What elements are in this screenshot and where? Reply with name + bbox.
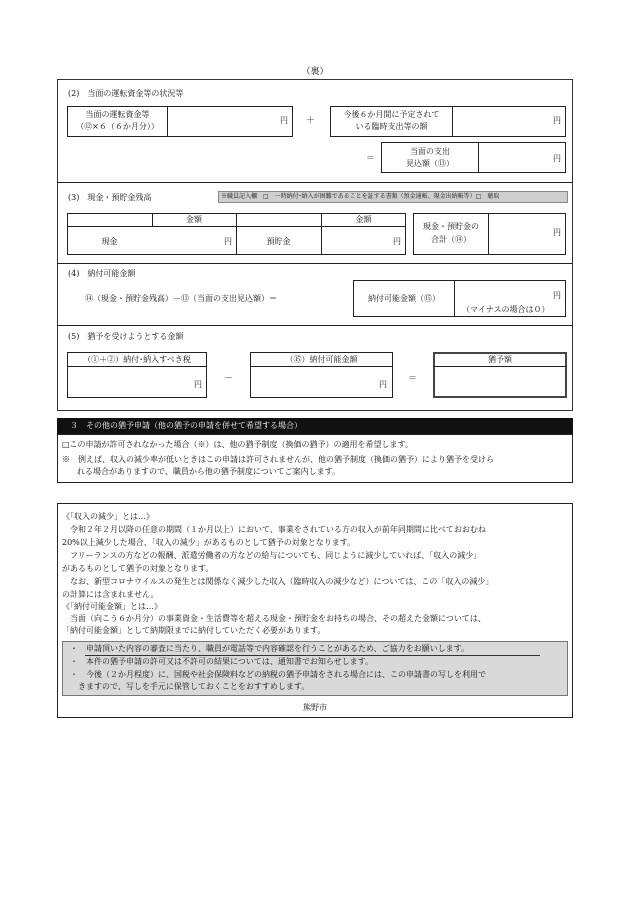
tax-due-header: （①＋②）納付･納入すべき税 bbox=[83, 355, 191, 364]
payable-formula: ⑭（現金・預貯金残高）－⑬（当面の支出見込額）＝ bbox=[85, 294, 277, 303]
yen-unit: 円 bbox=[224, 237, 232, 246]
section-4-title: (4) 納付可能金額 bbox=[68, 269, 136, 278]
note-line: 令和２年２月以降の任意の期間（１か月以上）において、事業をされている方の収入が前年同期間に比べておおむね bbox=[62, 525, 486, 534]
plus-sign: ＋ bbox=[306, 116, 316, 126]
yen-unit: 円 bbox=[393, 237, 401, 246]
other-grace-header: ３ その他の猶予申請（他の猶予の申請を併せて希望する場合） bbox=[70, 421, 302, 430]
payable-amount-input[interactable] bbox=[250, 366, 393, 398]
working-capital-formula: （⑫×６（６か月分）） bbox=[76, 122, 159, 131]
note-line: 《「収入の減少」とは…》 bbox=[62, 512, 154, 521]
note-line: フリーランスの方などの報酬、派遣労働者の方などの給与についても、同じように減少していれば、「収入の減少」 bbox=[62, 551, 482, 560]
yen-unit: 円 bbox=[280, 116, 288, 125]
grace-amount-header: 猶予額 bbox=[488, 355, 512, 364]
minus-sign: － bbox=[224, 374, 234, 384]
yen-unit: 円 bbox=[553, 228, 561, 237]
section-2-title: (2) 当面の運転資金等の状況等 bbox=[68, 89, 184, 98]
other-grace-note-2: れる場合がありますので、職員から他の猶予制度についてご案内します。 bbox=[77, 467, 341, 476]
expense-estimate-label-2: 見込額（⑬） bbox=[406, 159, 454, 168]
note-line: があるものとして猶予の対象となります。 bbox=[62, 564, 214, 573]
payable-label: 納付可能金額（⑮） bbox=[368, 294, 440, 303]
payable-amount-header: （⑮）納付可能金額 bbox=[285, 355, 358, 364]
planned-expense-label-2: いる臨時支出等の額 bbox=[355, 122, 428, 131]
other-grace-note: ※ 例えば、収入の減少率が低いときはこの申請は許可されませんが、他の猶予制度（換価の猶予）により猶予を受けら bbox=[62, 455, 494, 464]
divider bbox=[57, 263, 573, 264]
notice-bullet: ・ 申請頂いた内容の審査に当たり、職員が電話等で内容確認を行うことがあるため、ご協力をお願いします。 bbox=[70, 644, 470, 653]
divider bbox=[57, 325, 573, 326]
table-rule bbox=[236, 213, 237, 255]
total-label: 現金・預貯金の bbox=[423, 222, 479, 231]
cash-label: 現金 bbox=[101, 237, 118, 246]
divider bbox=[57, 182, 573, 183]
equals-sign: ＝ bbox=[408, 374, 418, 384]
equals-sign: ＝ bbox=[366, 154, 376, 164]
deposit-label: 預貯金 bbox=[266, 237, 291, 246]
grace-amount-field[interactable] bbox=[435, 367, 565, 396]
planned-expense-field[interactable] bbox=[452, 106, 566, 137]
amount-header: 金額 bbox=[355, 215, 372, 224]
note-line: なお、新型コロナウイルスの発生とは関係なく減少した収入（臨時収入の減少など）については、この「収入の減少」 bbox=[62, 577, 494, 586]
note-line: 《「納付可能金額」とは…》 bbox=[62, 602, 162, 611]
notice-bullet: ・ 本件の猶予申請の許可又は不許可の結果については、通知書でお知らせします。 bbox=[70, 657, 373, 666]
tax-due-field[interactable] bbox=[67, 366, 207, 398]
yen-unit: 円 bbox=[553, 154, 561, 163]
total-label-box bbox=[413, 213, 489, 255]
planned-expense-label: 今後６か月間に予定されて bbox=[343, 110, 440, 119]
notice-bullet: きますので、写しを手元に保管しておくことをおすすめします。 bbox=[70, 682, 310, 691]
expense-estimate-label: 当面の支出 bbox=[410, 147, 450, 156]
working-capital-label: 当面の運転資金等 bbox=[85, 110, 150, 119]
page-label: （裏） bbox=[301, 67, 329, 77]
total-label-2: 合計（⑭） bbox=[431, 235, 471, 244]
note-line: の計算には含まれません。 bbox=[62, 590, 159, 599]
notice-underline bbox=[85, 655, 540, 656]
note-line: 当面（向こう６か月分）の事業資金・生活費等を超える現金・預貯金をお持ちの場合、その超えた金額については、 bbox=[62, 614, 486, 623]
staff-note: ※職員記入欄 □ 一時納付･納入が困難であることを証する書類（預金通帳、現金出納帳等）□ 聴取 bbox=[221, 193, 500, 200]
yen-unit: 円 bbox=[553, 291, 561, 300]
section-3-title: (3) 現金・預貯金残高 bbox=[68, 193, 152, 202]
section-5-title: (5) 猶予を受けようとする金額 bbox=[68, 332, 184, 341]
yen-unit: 円 bbox=[379, 380, 387, 389]
other-grace-checkbox-text[interactable]: □この申請が許可されなかった場合（※）は、他の猶予制度（換価の猶予）の適用を希望します。 bbox=[62, 440, 413, 449]
note-line: 「納付可能金額」として納期限までに納付していただく必要があります。 bbox=[62, 626, 326, 635]
working-capital-field[interactable] bbox=[167, 106, 293, 137]
yen-unit: 円 bbox=[194, 380, 202, 389]
notice-bullet: ・ 今後（２か月程度）に、国税や社会保険料などの納税の猶予申請をされる場合には、この申請書の写しを利用で bbox=[70, 670, 486, 679]
amount-header: 金額 bbox=[186, 215, 202, 224]
negative-note: （マイナスの場合は０） bbox=[462, 305, 550, 314]
yen-unit: 円 bbox=[553, 116, 561, 125]
city-name: 熊野市 bbox=[303, 703, 327, 712]
note-line: 20%以上減少した場合、「収入の減少」があるものとして猶予の対象となります。 bbox=[62, 538, 356, 547]
